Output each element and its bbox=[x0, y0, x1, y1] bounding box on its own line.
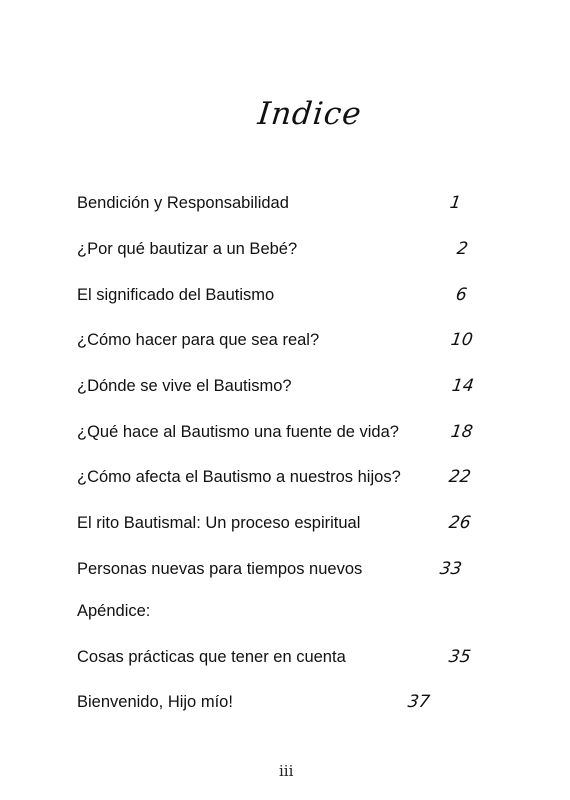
toc-entry-page: 1 bbox=[448, 193, 463, 213]
page-number: iii bbox=[279, 762, 294, 780]
toc-section-heading: Apéndice: bbox=[77, 602, 151, 620]
index-title: Indice bbox=[256, 96, 364, 132]
toc-entry-text: ¿Cómo afecta el Bautismo a nuestros hijos? bbox=[77, 468, 401, 486]
toc-entry-page: 37 bbox=[406, 692, 432, 712]
toc-entry-page: 10 bbox=[449, 330, 475, 350]
toc-entry-page: 35 bbox=[447, 647, 473, 667]
toc-entry-page: 18 bbox=[449, 422, 475, 442]
toc-entry-text: Bendición y Responsabilidad bbox=[77, 194, 289, 212]
toc-entry-page: 22 bbox=[447, 467, 473, 487]
toc-entry-text: ¿Qué hace al Bautismo una fuente de vida? bbox=[77, 423, 399, 441]
toc-entry-page: 33 bbox=[438, 559, 464, 579]
toc-entry-page: 14 bbox=[450, 376, 476, 396]
toc-entry-text: El significado del Bautismo bbox=[77, 286, 275, 304]
toc-entry-page: 6 bbox=[454, 285, 469, 305]
toc-entry-page: 26 bbox=[447, 513, 473, 533]
toc-entry-text: Bienvenido, Hijo mío! bbox=[77, 693, 233, 711]
toc-entry-text: Cosas prácticas que tener en cuenta bbox=[77, 648, 346, 666]
toc-entry-text: El rito Bautismal: Un proceso espiritual bbox=[77, 514, 361, 532]
toc-entry-text: ¿Cómo hacer para que sea real? bbox=[77, 331, 320, 349]
toc-entry-text: ¿Por qué bautizar a un Bebé? bbox=[77, 240, 298, 258]
toc-entry-text: ¿Dónde se vive el Bautismo? bbox=[77, 377, 292, 395]
toc-entry-text: Personas nuevas para tiempos nuevos bbox=[77, 560, 363, 578]
toc-entry-page: 2 bbox=[455, 239, 470, 259]
